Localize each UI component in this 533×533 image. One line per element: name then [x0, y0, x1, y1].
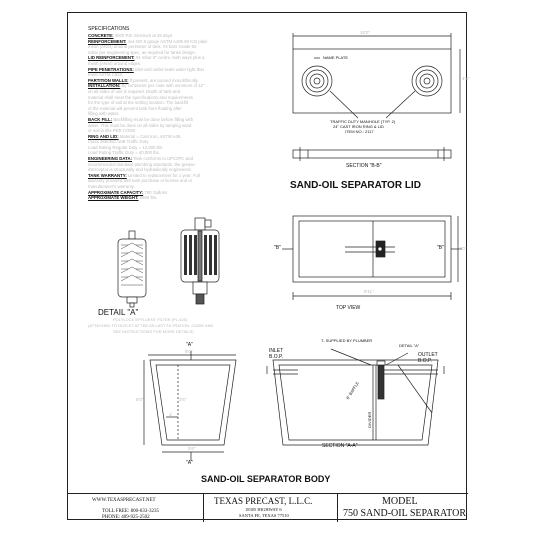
body-height-dim: 5'0" — [136, 397, 144, 402]
spec-value: Inlet and outlet seals water tight that — [134, 66, 204, 72]
plumber-tee-label: T- SUPPLIED BY PLUMBER — [321, 338, 373, 343]
body-small-dim: 1' — [169, 412, 173, 417]
top-view-label: TOP VIEW — [336, 305, 361, 311]
spec-value: interceptor is structurally and hydraulically engineered. — [88, 167, 192, 173]
spec-value: If present, are poured monolithically. — [129, 77, 199, 83]
spec-key: PARTITION WALLS: — [88, 77, 129, 83]
website-link[interactable]: WWW.TEXASPRECAST.NET — [92, 498, 156, 503]
lid-callout-3: ITEM NO.: 2117 — [345, 129, 374, 134]
spec-value: mesh (ANSI) around perimeter of tank. #4 bars Grade 60 — [88, 44, 197, 50]
spec-key: TANK WARRANTY: — [88, 172, 127, 178]
spec-value: #4 rebar 8" centre, both ways plus a — [135, 55, 205, 61]
company-name: TEXAS PRECAST, L.L.C. — [214, 496, 313, 506]
spec-key: BACK FILL: — [88, 116, 113, 122]
model-name: 750 SAND-OIL SEPARATOR — [343, 508, 466, 519]
spec-key: LID REINFORCEMENT: — [88, 55, 135, 61]
company-address-1: 18305 HIGHWAY 6 — [245, 507, 282, 512]
spec-key: INSTALLATION: — [88, 83, 121, 89]
spec-value: warranty provided with tank purchase or license and or — [88, 178, 193, 184]
name-plate-label: NAME PLATE — [323, 55, 349, 60]
spec-key: CONCRETE: — [88, 33, 114, 38]
section-b-b-label: SECTION "B-B" — [346, 163, 382, 169]
spec-key: ENGINEERING DATA: — [88, 156, 133, 162]
inlet-label: INLET — [269, 348, 284, 354]
title-block-model — [337, 493, 468, 522]
specs-heading: SPECIFICATIONS — [88, 26, 130, 32]
spec-value: or soil in lifts PER CODE. — [88, 128, 137, 134]
body-inner-dim: 3'6" — [179, 397, 187, 402]
section-a-a-drawing — [68, 13, 468, 521]
baffle-label: 8" BAFFLE — [345, 380, 360, 401]
spec-key: APPROXIMATE WEIGHT: — [88, 195, 139, 201]
spec-key: REINFORCEMENT: — [88, 38, 127, 44]
spec-value: manufacturer's warranty. — [88, 184, 135, 190]
spec-value: Limited to replacement for 1 year. Full — [127, 172, 200, 178]
company-address-2: SANTA FE, TEXAS 77510 — [239, 513, 289, 518]
spec-key: RING AND LID: — [88, 133, 119, 139]
outlet-bop-label: B.O.P. — [418, 358, 433, 364]
spec-value: meet ASTM C923. — [88, 72, 124, 78]
title-block-company — [203, 493, 338, 522]
spec-value: on all sides of unit is required. Depth of tank and — [88, 88, 180, 94]
body-top-dim: 8'0" — [185, 349, 193, 354]
lid-title: SAND-OIL SEPARATOR LID — [290, 180, 421, 191]
spec-value: Material = Cast Iron, ASTM A48, — [119, 133, 182, 139]
spec-value: 8500 lbs. — [139, 195, 158, 201]
baffle-tee-icon — [377, 361, 385, 399]
spec-key: PIPE PENETRATIONS: — [88, 66, 134, 72]
spec-value: mesh (ANSI) around edges. — [88, 60, 142, 66]
top-view-width-dim: 9'11" — [364, 289, 374, 294]
outlet-label: OUTLET — [418, 352, 438, 358]
inlet-bop-label: B.O.P. — [269, 354, 284, 360]
spec-value: By contractor per code with minimum of 12" — [121, 83, 205, 89]
spec-value: Load Rating Traffic Duty = 40,000 lbs. — [88, 150, 160, 156]
detail-a-callout: DETAIL "A" — [399, 343, 420, 348]
spec-value: Backfilling must be done before filling with — [113, 116, 194, 122]
spec-value: 4000 PSI minimum at 28 days. — [114, 33, 174, 38]
spec-key: APPROXIMATE CAPACITY: — [88, 189, 144, 195]
detail-a-note3: SEE INSTRUCTIONS FOR MORE DETAILS) — [113, 329, 194, 334]
section-a-a-label: SECTION "A-A" — [322, 443, 358, 449]
toll-free: TOLL FREE: 800-633-3235 — [102, 509, 159, 514]
spec-value: Class 35B/35C/15B Traffic Duty — [88, 139, 149, 145]
divider-label: DIVIDER — [367, 411, 372, 428]
title-block-contact — [68, 493, 204, 522]
lid-side-dim: 4'8" — [462, 76, 470, 81]
spec-value: 4x4-W2.9 gauge ASTM A185 60 KSI plain — [127, 38, 208, 44]
spec-value: for the type of soil at the setting location. The backfill — [88, 100, 188, 106]
detail-a-note2: (ATTACHED TO OUTLET AT TEE AS LAST FILTRATION. GUIDE AND — [88, 323, 214, 328]
section-b-right: "B" — [437, 245, 444, 251]
spec-value: filling with water. — [88, 111, 120, 117]
drawing-sheet — [67, 12, 470, 520]
spec-value: Load Rating Regular Duty = 12,000 lbs. — [88, 144, 164, 150]
lid-callout-2: 24" CAST IRON RING & LID — [333, 124, 384, 129]
phone: PHONE: 409-925-2502 — [102, 515, 150, 520]
detail-a-title: DETAIL "A" — [98, 308, 139, 317]
lid-callout-1: TRAFFIC DUTY MANHOLE (TYP. 2) — [330, 119, 396, 124]
spec-value: water. This must be done on all sides by tamping sand — [88, 122, 192, 128]
section-b-left: "B" — [274, 245, 281, 251]
spec-value: of the material will prevent tank from floating after — [88, 105, 182, 111]
model-label: MODEL — [382, 496, 418, 507]
body-a-top: "A" — [186, 342, 193, 348]
spec-value: rebar per engineering spec, as required for tanks design. — [88, 49, 196, 55]
spec-value: recommended standard plumbing standards, the grease — [88, 161, 195, 167]
body-a-bottom: "A" — [186, 460, 193, 466]
spec-value: 750 Gallons — [144, 189, 168, 195]
spec-value: Tank conforms to UPC/IPC and — [133, 156, 193, 162]
lid-top-dim: 10'0" — [360, 30, 370, 35]
section-a-a-shell — [273, 360, 438, 445]
body-bottom-dim: 5'6" — [188, 446, 196, 451]
spec-value: material shall meet the specifications and requirements — [88, 94, 193, 100]
detail-a-note1: POLYLOCK EFFLUENT FILTER (PL-625) — [113, 317, 188, 322]
top-view-height-dim: 4'0" — [459, 246, 467, 251]
body-title: SAND-OIL SEPARATOR BODY — [201, 474, 331, 484]
